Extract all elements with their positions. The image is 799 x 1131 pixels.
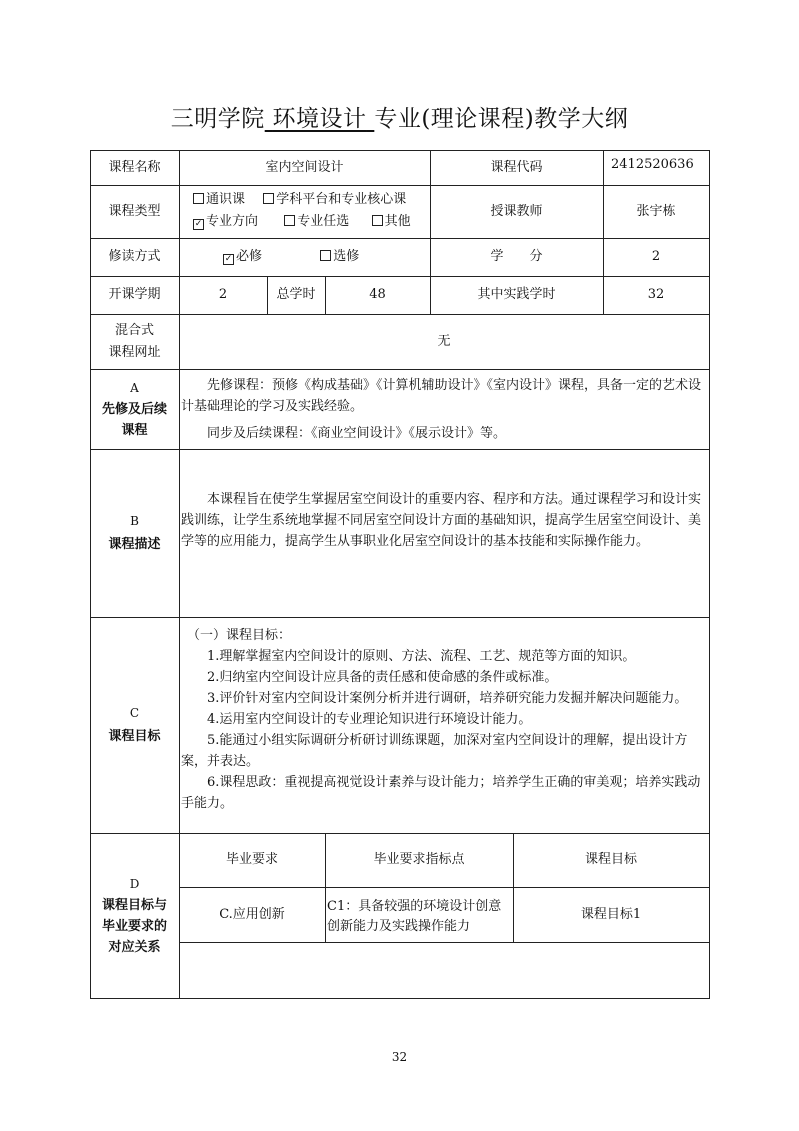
section-b-content	[179, 449, 709, 617]
option-major-direction[interactable]: ✓ 专业方向	[194, 214, 259, 229]
course-code-label: 课程代码	[490, 159, 543, 175]
course-code-value: 2412520636	[611, 157, 694, 172]
checkbox-icon	[372, 215, 383, 226]
prerequisite-text: 先修课程：预修《构成基础》《计算机辅助设计》《室内设计》课程，具备一定的艺术设计基础理论的学习及实践经验。	[181, 378, 702, 414]
teacher-label: 授课教师	[490, 203, 543, 219]
checkbox-icon	[263, 193, 274, 204]
section-a-label: A 先修及后续 课程	[101, 380, 167, 438]
study-mode-label: 修读方式	[108, 249, 161, 264]
credit-label: 学 分	[490, 249, 543, 264]
practice-hours-label: 其中实践学时	[477, 287, 556, 302]
total-hours-value: 48	[369, 287, 386, 302]
hybrid-url-value: 无	[437, 333, 451, 349]
semester-label: 开课学期	[108, 287, 161, 302]
checked-checkbox-icon: ✓	[224, 254, 233, 264]
course-name-label: 课程名称	[108, 159, 161, 175]
checkbox-icon	[320, 250, 331, 261]
objective-item: 3.评价针对室内空间设计案例分析并进行调研，培养研究能力发掘并解决问题能力。	[207, 691, 688, 706]
requirement-cell: C.应用创新	[219, 906, 285, 922]
section-d-label: D 课程目标与 毕业要求的 对应关系	[101, 876, 167, 955]
checkbox-icon	[193, 193, 204, 204]
checkbox-icon	[284, 215, 295, 226]
study-mode-options	[179, 238, 430, 276]
page-number: 32	[391, 1050, 408, 1064]
objective-item: 2.归纳室内空间设计应具备的责任感和使命感的条件或标准。	[207, 670, 558, 685]
header-graduation-requirement: 毕业要求	[225, 852, 278, 867]
practice-hours-value: 32	[647, 287, 665, 302]
objectives-heading: （一）课程目标：	[187, 628, 292, 643]
objective-item: 4.运用室内空间设计的专业理论知识进行环境设计能力。	[207, 712, 532, 727]
hybrid-url-label: 混合式 课程网址	[108, 322, 161, 360]
objective-item: 5.能通过小组实际调研分析研讨训练课题，加深对室内空间设计的理解，提出设计方案，并表达。	[181, 733, 688, 769]
course-type-label: 课程类型	[108, 203, 161, 219]
checked-checkbox-icon: ✓	[194, 219, 203, 229]
semester-value: 2	[218, 287, 228, 302]
course-name-value: 室内空间设计	[265, 159, 344, 175]
total-hours-label: 总学时	[276, 287, 316, 302]
title-prefix: 三明学院	[170, 106, 265, 132]
title-suffix: 专业(理论课程)教学大纲	[374, 106, 629, 132]
section-b-label: B 课程描述	[108, 514, 161, 552]
title-major: 环境设计	[272, 106, 367, 132]
objective-item: 1.理解掌握室内空间设计的原则、方法、流程、工艺、规范等方面的知识。	[207, 649, 636, 664]
option-platform-core[interactable]: 学科平台和专业核心课	[263, 192, 406, 207]
option-general[interactable]: 通识课	[193, 192, 245, 207]
header-course-objective: 课程目标	[584, 852, 637, 867]
header-requirement-indicator: 毕业要求指标点	[373, 852, 465, 867]
followup-text: 同步及后续课程：《商业空间设计》《展示设计》等。	[207, 426, 507, 441]
objective-item: 6.课程思政：重视提高视觉设计素养与设计能力；培养学生正确的审美观；培养实践动手能力。	[181, 775, 701, 811]
course-type-options	[179, 185, 430, 238]
document-title	[0, 100, 799, 133]
objective-cell: 课程目标1	[580, 906, 642, 922]
option-required[interactable]: ✓ 必修	[224, 249, 263, 264]
description-text: 本课程旨在使学生掌握居室空间设计的重要内容、程序和方法。通过课程学习和设计实践训练，让学生系统地掌握不同居室空间设计方面的基础知识，提高学生居室空间设计、美学等的应用能力，提高学生从事职业化居室空间设计的基本技能和实际操作能力。	[181, 492, 702, 549]
section-c-label: C 课程目标	[108, 706, 161, 744]
section-c-content	[179, 617, 709, 833]
section-a-content	[179, 369, 709, 449]
indicator-cell: C1：具备较强的环境设计创意创新能力及实践操作能力	[327, 899, 502, 934]
option-elective[interactable]: 专业任选	[284, 214, 349, 229]
option-other[interactable]: 其他	[372, 214, 411, 229]
credit-value: 2	[651, 249, 661, 264]
option-optional[interactable]: 选修	[320, 249, 359, 264]
teacher-value: 张宇栋	[636, 203, 676, 219]
